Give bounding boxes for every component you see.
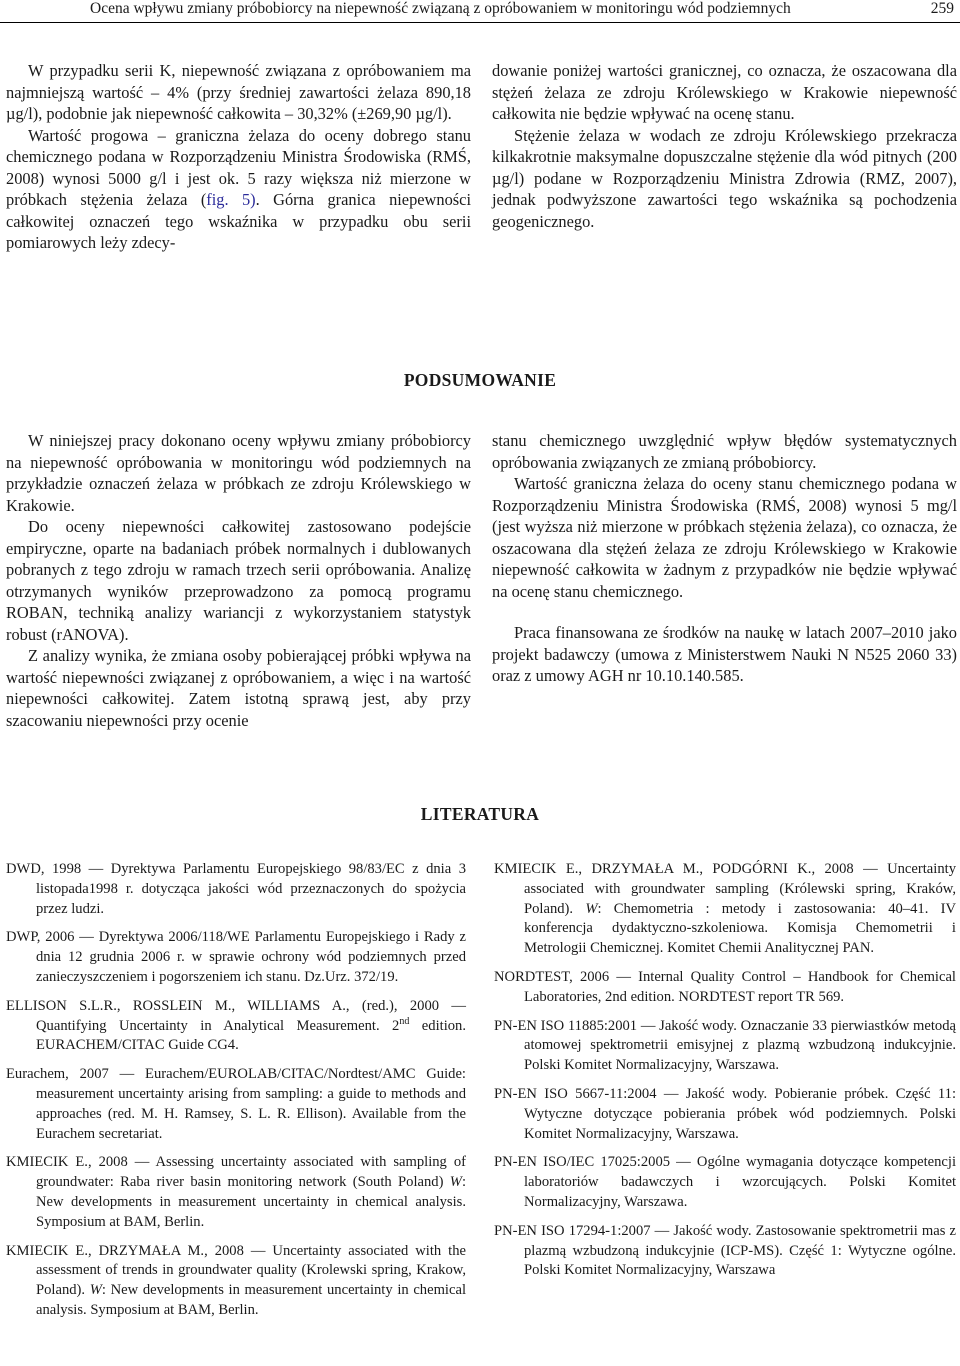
summary-right-column xyxy=(492,430,957,687)
reference-item xyxy=(494,1153,956,1212)
literature-title: LITERATURA xyxy=(420,804,540,824)
reference-item xyxy=(494,1085,956,1144)
reference-text: PN-EN ISO 11885:2001 — Jakość wody. Oznaczanie 33 pierwiastków metodą atomowej spektrometrii emisyjnej z plazmą wzbudzoną indukcyjnie. Polski Komitet Normalizacyjny, Warszawa. xyxy=(494,1017,956,1074)
reference-text: DWP, 2006 — Dyrektywa 2006/118/WE Parlamentu Europejskiego i Rady z dnia 12 grudnia 2006 r. w sprawie ochrony wód podziemnych przed zanieczyszczeniem i pogorszeniem ich stanu. Dz.Urz. 372/19. xyxy=(6,929,466,985)
superscript: nd xyxy=(399,1015,410,1027)
reference-text: PN-EN ISO/IEC 17025:2005 — Ogólne wymagania dotyczące kompetencji laboratoriów badawczych i wzorcujących. Polski Komitet Normalizacyjny, Warszawa. xyxy=(494,1154,956,1210)
reference-item xyxy=(6,1153,466,1232)
paragraph: W niniejszej pracy dokonano oceny wpływu zmiany próbobiorcy na niepewność opróbowania w monitoringu wód podziemnych na przykładzie oznaczeń żelaza w próbkach ze zdroju Królewskiego w Krakowie. xyxy=(6,431,471,515)
reference-item xyxy=(494,1017,956,1076)
reference-item xyxy=(494,1222,956,1281)
page-header xyxy=(0,0,960,23)
summary-left-column xyxy=(6,430,471,731)
italic-w: W xyxy=(89,1282,102,1299)
page-number: 259 xyxy=(930,0,954,17)
references-left-column xyxy=(6,860,466,1330)
italic-w: W xyxy=(585,900,598,917)
italic-w: W xyxy=(449,1174,462,1191)
reference-text: edition. EURACHEM/CITAC Guide CG4. xyxy=(36,1017,466,1054)
reference-item xyxy=(6,997,466,1056)
reference-text: KMIECIK E., 2008 — Assessing uncertainty associated with sampling of groundwater: Raba river basin monitoring network (South Poland) xyxy=(6,1154,466,1191)
reference-text: : Chemometria : metody i zastosowania: 40–41. IV konferencja dydaktyczno-szkoleniowa. Komisja Chemometrii i Metrologii Chemicznej. Komitet Chemii Analitycznej PAN. xyxy=(524,900,956,957)
paragraph: Do oceny niepewności całkowitej zastosowano podejście empiryczne, oparte na badaniach próbek normalnych i dublowanych pobranych z tego zdroju w ramach trzech serii opróbowania. Analizę otrzymanych wyników przeprowadzono za pomocą programu ROBAN, techniką analizy wariancji z wykorzystaniem statystyk robust (rANOVA). xyxy=(6,517,471,644)
reference-item xyxy=(494,860,956,959)
paragraph: Wartość graniczna żelaza do oceny stanu chemicznego podana w Rozporządzeniu Ministra Środowiska (RMŚ, 2008) wynosi 5 mg/l (jest wyższa niż mierzone w próbkach stężenia żelaza), co oznacza, że oszacowana dla stężeń żelaza ze zdroju Królewskiego w Krakowie niepewność całkowita w żadnym z przypadków nie będzie wpływać na ocenę stanu chemicznego. xyxy=(492,474,957,601)
reference-text: PN-EN ISO 5667-11:2004 — Jakość wody. Pobieranie próbek. Część 11: Wytyczne dotyczące pobierania próbek wód podziemnych. Polski Komitet Normalizacyjny, Warszawa. xyxy=(494,1085,956,1142)
running-title: Ocena wpływu zmiany próbobiorcy na niepewność związaną z opróbowaniem w monitoringu wód podziemnych xyxy=(90,0,791,17)
reference-text: : New developments in measurement uncertainty in chemical analysis. Symposium at BAM, Berlin. xyxy=(36,1174,466,1230)
acknowledgement: Praca finansowana ze środków na naukę w latach 2007–2010 jako projekt badawczy (umowa z Ministerstwem Nauki N N525 2060 33) oraz z umowy AGH nr 10.10.140.585. xyxy=(492,623,957,685)
paragraph: dowanie poniżej wartości granicznej, co oznacza, że oszacowana dla stężeń żelaza ze zdroju Królewskiego w Krakowie niepewność całkowita nie będzie wpływać na ocenę stanu. xyxy=(492,61,957,123)
paragraph: W przypadku serii K, niepewność związana z opróbowaniem ma najmniejszą wartość – 4% (przy średniej zawartości żelaza 890,18 µg/l), podobnie jak niepewność całkowita – 30,32% (±269,90 µg/l). xyxy=(6,61,471,123)
paragraph-text: Wartość progowa – graniczna żelaza do oceny dobrego stanu chemicznego podana w Rozporządzeniu Ministra Środowiska (RMŚ, 2008) wynosi 5000 g/l i jest ok. 5 razy większa niż mierzone w próbkach stężenia żelaza ( xyxy=(6,125,471,209)
reference-text: DWD, 1998 — Dyrektywa Parlamentu Europejskiego 98/83/EC z dnia 3 listopada1998 r. dotycząca jakości wód przeznaczonych do spożycia przez ludzi. xyxy=(6,861,466,917)
reference-text: NORDTEST, 2006 — Internal Quality Control – Handbook for Chemical Laboratories, 2nd edition. NORDTEST report TR 569. xyxy=(494,968,956,1005)
reference-text: Eurachem, 2007 — Eurachem/EUROLAB/CITAC/Nordtest/AMC Guide: measurement uncertainty arising from sampling: a guide to methods and approaches (red. M. H. Ramsey, S. L. R. Ellison). Available from the Eurachem secretariat. xyxy=(6,1066,466,1142)
reference-text: : New developments in measurement uncertainty in chemical analysis. Symposium at BAM, Berlin. xyxy=(36,1282,466,1318)
reference-item xyxy=(494,968,956,1008)
paragraph-text: . Górna granica niepewności całkowitej oznaczeń tego wskaźnika w przypadku obu serii pomiarowych leży zdecy- xyxy=(6,190,471,252)
references-right-column xyxy=(494,860,956,1290)
figure-link[interactable]: fig. 5) xyxy=(206,190,256,209)
top-right-column xyxy=(492,60,957,232)
reference-item xyxy=(6,1065,466,1144)
top-left-column xyxy=(6,60,471,254)
summary-title: PODSUMOWANIE xyxy=(403,370,557,390)
paragraph: Z analizy wynika, że zmiana osoby pobierającej próbki wpływa na wartość niepewności związanej z opróbowaniem, a więc i na wartość niepewności całkowitej. Zatem istotną sprawą jest, aby przy szacowaniu niepewności przy ocenie xyxy=(6,646,471,730)
reference-item xyxy=(6,860,466,919)
reference-item xyxy=(6,928,466,987)
reference-text: ELLISON S.L.R., ROSSLEIN M., WILLIAMS A., (red.), 2000 — Quantifying Uncertainty in Analytical Measurement. 2 xyxy=(6,997,466,1034)
reference-item xyxy=(6,1242,466,1321)
paragraph xyxy=(6,125,471,254)
reference-text: PN-EN ISO 17294-1:2007 — Jakość wody. Zastosowanie spektrometrii mas z plazmą wzbudzoną indukcyjnie (ICP-MS). Część 1: Wytyczne ogólne. Polski Komitet Normalizacyjny, Warszawa xyxy=(494,1222,956,1279)
paragraph: stanu chemicznego uwzględnić wpływ błędów systematycznych opróbowania związanych ze zmianą próbobiorcy. xyxy=(492,431,957,472)
reference-text: KMIECIK E., DRZYMAŁA M., 2008 — Uncertainty associated with the assessment of trends in groundwater quality (Krolewski spring, Krakow, Poland). xyxy=(6,1242,466,1299)
reference-text: KMIECIK E., DRZYMAŁA M., PODGÓRNI K., 2008 — Uncertainty associated with groundwater sampling (Królewski spring, Kraków, Poland). xyxy=(494,861,956,917)
paragraph: Stężenie żelaza w wodach ze zdroju Królewskiego przekracza kilkakrotnie maksymalne dopuszczalne stężenie dla wód pitnych (200 µg/l) podane w Rozporządzeniu Ministra Zdrowia (RMZ, 2007), jednak podwyższone zawartości tego wskaźnika są pochodzenia geogenicznego. xyxy=(492,125,957,231)
